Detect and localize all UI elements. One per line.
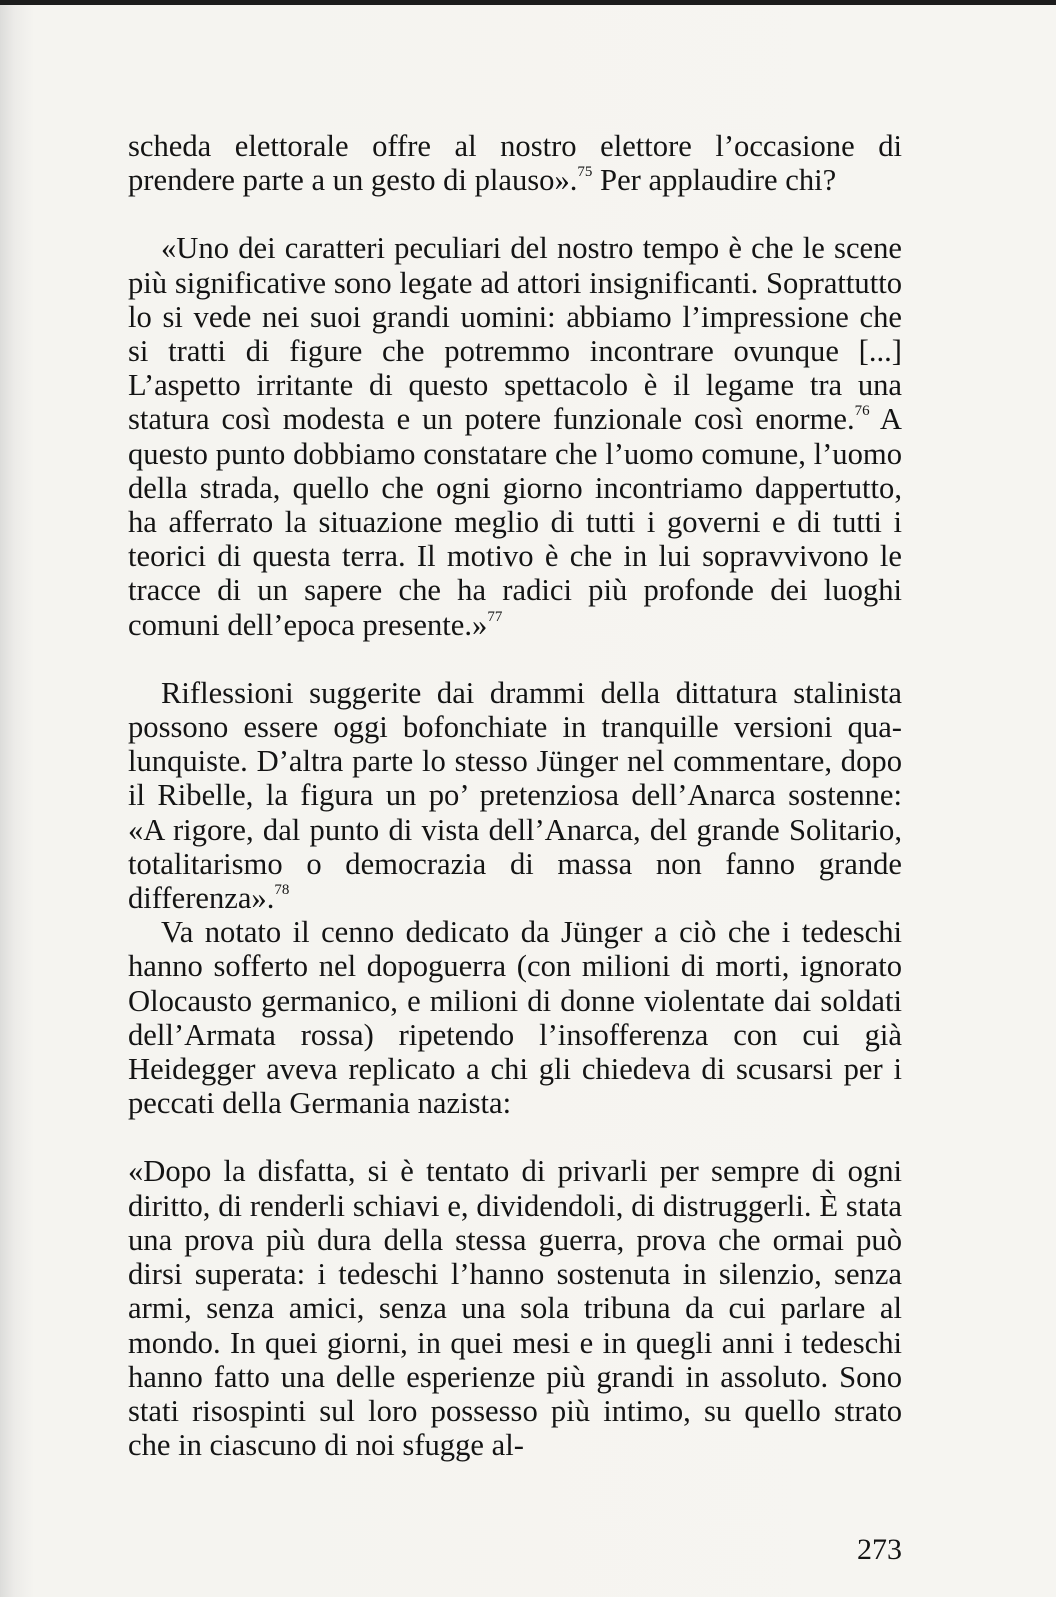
body-text bbox=[128, 129, 902, 1462]
paragraph-text: Riflessioni suggerite dai drammi della dittatura stalinista possono essere oggi bofonchiate in tranquille versioni qualunquiste. D’altra parte lo stesso Jünger nel commentare, dopo il Ribelle, la figura un po’ pretenziosa dell’Anarca sostenne: «A rigore, dal punto di vista dell’Anarca, del grande Solitario, totalitarismo o democrazia di massa non fanno grande differenza». bbox=[128, 675, 902, 916]
paragraph-3 bbox=[128, 676, 902, 915]
page-top-edge bbox=[0, 0, 1056, 5]
paragraph-text: Va notato il cenno dedicato da Jünger a ciò che i tedeschi hanno sofferto nel dopoguerra (con milioni di morti, ignorato Olocausto germanico, e milioni di donne violentate dai soldati dell’Armata rossa) ripetendo l’insofferenza con cui già Heidegger aveva replicato a chi gli chiedeva di scusarsi per i peccati della Germania nazista: bbox=[128, 915, 902, 1121]
paragraph-4 bbox=[128, 915, 902, 1120]
footnote-ref: 78 bbox=[274, 882, 290, 899]
page-number: 273 bbox=[857, 1533, 902, 1566]
paragraph-text: «Dopo la disfatta, si è tentato di privarli per sempre di ogni diritto, di renderli schiavi e, dividendoli, di distruggerli. È stata una prova più dura della stessa guerra, prova che ormai può dirsi superata: i tedeschi l’hanno sostenuta in silenzio, senza armi, senza amici, senza una sola tribuna da cui parlare al mondo. In quei giorni, in quei mesi e in quegli anni i tedeschi hanno fatto una delle esperienze più grandi in assoluto. Sono stati risospinti sul loro possesso più intimo, su quello strato che in ciascuno di noi sfugge al- bbox=[128, 1154, 902, 1463]
block-quote-1 bbox=[128, 231, 902, 641]
footnote-ref: 76 bbox=[854, 403, 870, 420]
paragraph-text: Per applaudire chi? bbox=[592, 163, 837, 198]
footnote-ref: 75 bbox=[577, 164, 593, 181]
paragraph-text: A questo punto dobbiamo constatare che l’uomo comune, l’uomo della strada, quello che ogni giorno incontriamo dappertutto, ha afferrato la situazione meglio di tutti i governi e di tutti i teorici di questa terra. Il motivo è che in lui sopravvivono le tracce di un sapere che ha radici più profonde dei luoghi comuni dell’epoca presente.» bbox=[128, 402, 902, 642]
paragraph-text: «Uno dei caratteri peculiari del nostro tempo è che le scene più significative sono legate ad attori insignificanti. Soprattutto lo si vede nei suoi grandi uomini: abbiamo l’impressione che si tratti di figure che potremmo incontrare ovunque [...] L’aspetto irritante di questo spettacolo è il legame tra una statura così modesta e un potere funzionale così enorme. bbox=[128, 231, 902, 437]
paragraph-text: scheda elettorale offre al nostro elettore l’occasione di prendere parte a un gesto di plauso». bbox=[128, 129, 902, 198]
paragraph-1 bbox=[128, 129, 902, 197]
block-quote-2 bbox=[128, 1154, 902, 1462]
footnote-ref: 77 bbox=[487, 608, 503, 625]
